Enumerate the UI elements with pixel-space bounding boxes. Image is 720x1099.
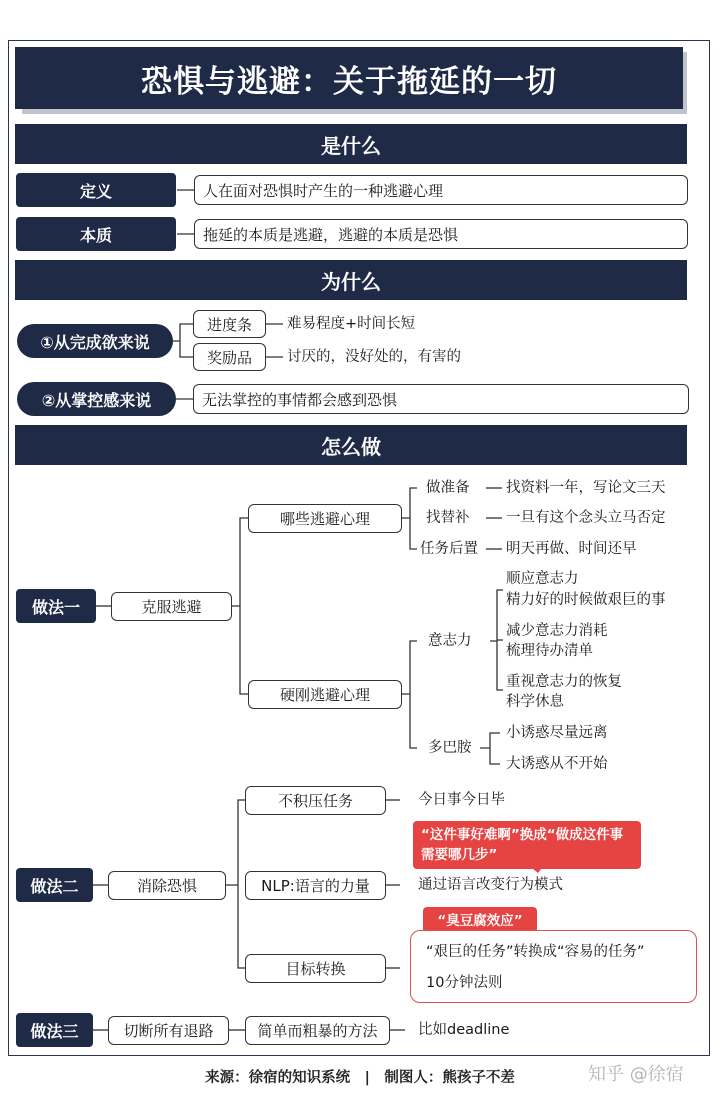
tip-bubble-line: “这件事好难啊”换成“做成这件事: [421, 827, 624, 843]
dopamine-label: 多巴胺: [428, 740, 472, 756]
reason1-label: ①从完成欲来说: [17, 324, 173, 358]
reward-label: 奖励品: [193, 343, 266, 371]
progress-label: 进度条: [193, 310, 266, 338]
source-footer: 来源：徐宿的知识系统 | 制图人：熊孩子不差: [205, 1070, 515, 1086]
method2-node: 消除恐惧: [108, 871, 226, 900]
page-title: 恐惧与逃避：关于拖延的一切: [15, 47, 683, 109]
goal-shift-text2: 10分钟法则: [426, 975, 503, 991]
progress-text: 难易程度+时间长短: [287, 316, 416, 332]
dopamine-item: 大诱惑从不开始: [506, 756, 608, 772]
method1-label: 做法一: [16, 589, 96, 623]
reward-text: 讨厌的，没好处的，有害的: [287, 349, 461, 365]
goal-shift-text1: “艰巨的任务”转换成“容易的任务”: [426, 944, 645, 960]
item-substitute: 找替补: [426, 510, 470, 526]
effect-bubble: “臭豆腐效应”: [423, 907, 537, 935]
tip-bubble-line: 需要哪几步”: [421, 847, 498, 863]
watermark: 知乎 @徐宿: [588, 1064, 684, 1085]
item-prepare-text: 找资料一年，写论文三天: [506, 480, 666, 496]
dopamine-item: 小诱惑尽量远离: [506, 725, 608, 741]
simple-method-node: 简单而粗暴的方法: [245, 1016, 390, 1045]
item-substitute-text: 一旦有这个念头立马否定: [506, 510, 666, 526]
essence-label: 本质: [16, 217, 176, 251]
item-postpone-text: 明天再做、时间还早: [506, 541, 637, 557]
method3-label: 做法三: [16, 1013, 93, 1047]
no-backlog-node: 不积压任务: [245, 786, 386, 815]
no-backlog-text: 今日事今日毕: [418, 792, 505, 808]
reason2-label: ②从掌控感来说: [17, 382, 176, 416]
willpower-item: 精力好的时候做艰巨的事: [506, 592, 666, 608]
section-what-header: 是什么: [15, 124, 687, 164]
nlp-node: NLP:语言的力量: [245, 871, 386, 900]
method3-node: 切断所有退路: [108, 1016, 229, 1045]
definition-text: 人在面对恐惧时产生的一种逃避心理: [194, 175, 688, 205]
deadline-text: 比如deadline: [418, 1022, 510, 1038]
section-why-header: 为什么: [15, 260, 687, 300]
willpower-item: 减少意志力消耗: [506, 623, 608, 639]
willpower-item: 重视意志力的恢复: [506, 674, 622, 690]
item-postpone: 任务后置: [420, 541, 478, 557]
willpower-item: 梳理待办清单: [506, 643, 593, 659]
method2-label: 做法二: [16, 868, 93, 902]
item-prepare: 做准备: [426, 480, 470, 496]
section-how-header: 怎么做: [15, 425, 687, 465]
fight-escape-node: 硬刚逃避心理: [248, 680, 402, 709]
goal-shift-node: 目标转换: [245, 954, 386, 983]
reason2-text: 无法掌控的事情都会感到恐惧: [193, 384, 689, 414]
nlp-text: 通过语言改变行为模式: [418, 877, 563, 893]
essence-text: 拖延的本质是逃避，逃避的本质是恐惧: [194, 219, 688, 249]
willpower-item: 科学休息: [506, 694, 564, 710]
escape-types-node: 哪些逃避心理: [248, 504, 402, 533]
willpower-label: 意志力: [428, 633, 472, 649]
method1-node: 克服逃避: [111, 592, 232, 621]
willpower-item: 顺应意志力: [506, 571, 579, 587]
definition-label: 定义: [16, 173, 176, 207]
